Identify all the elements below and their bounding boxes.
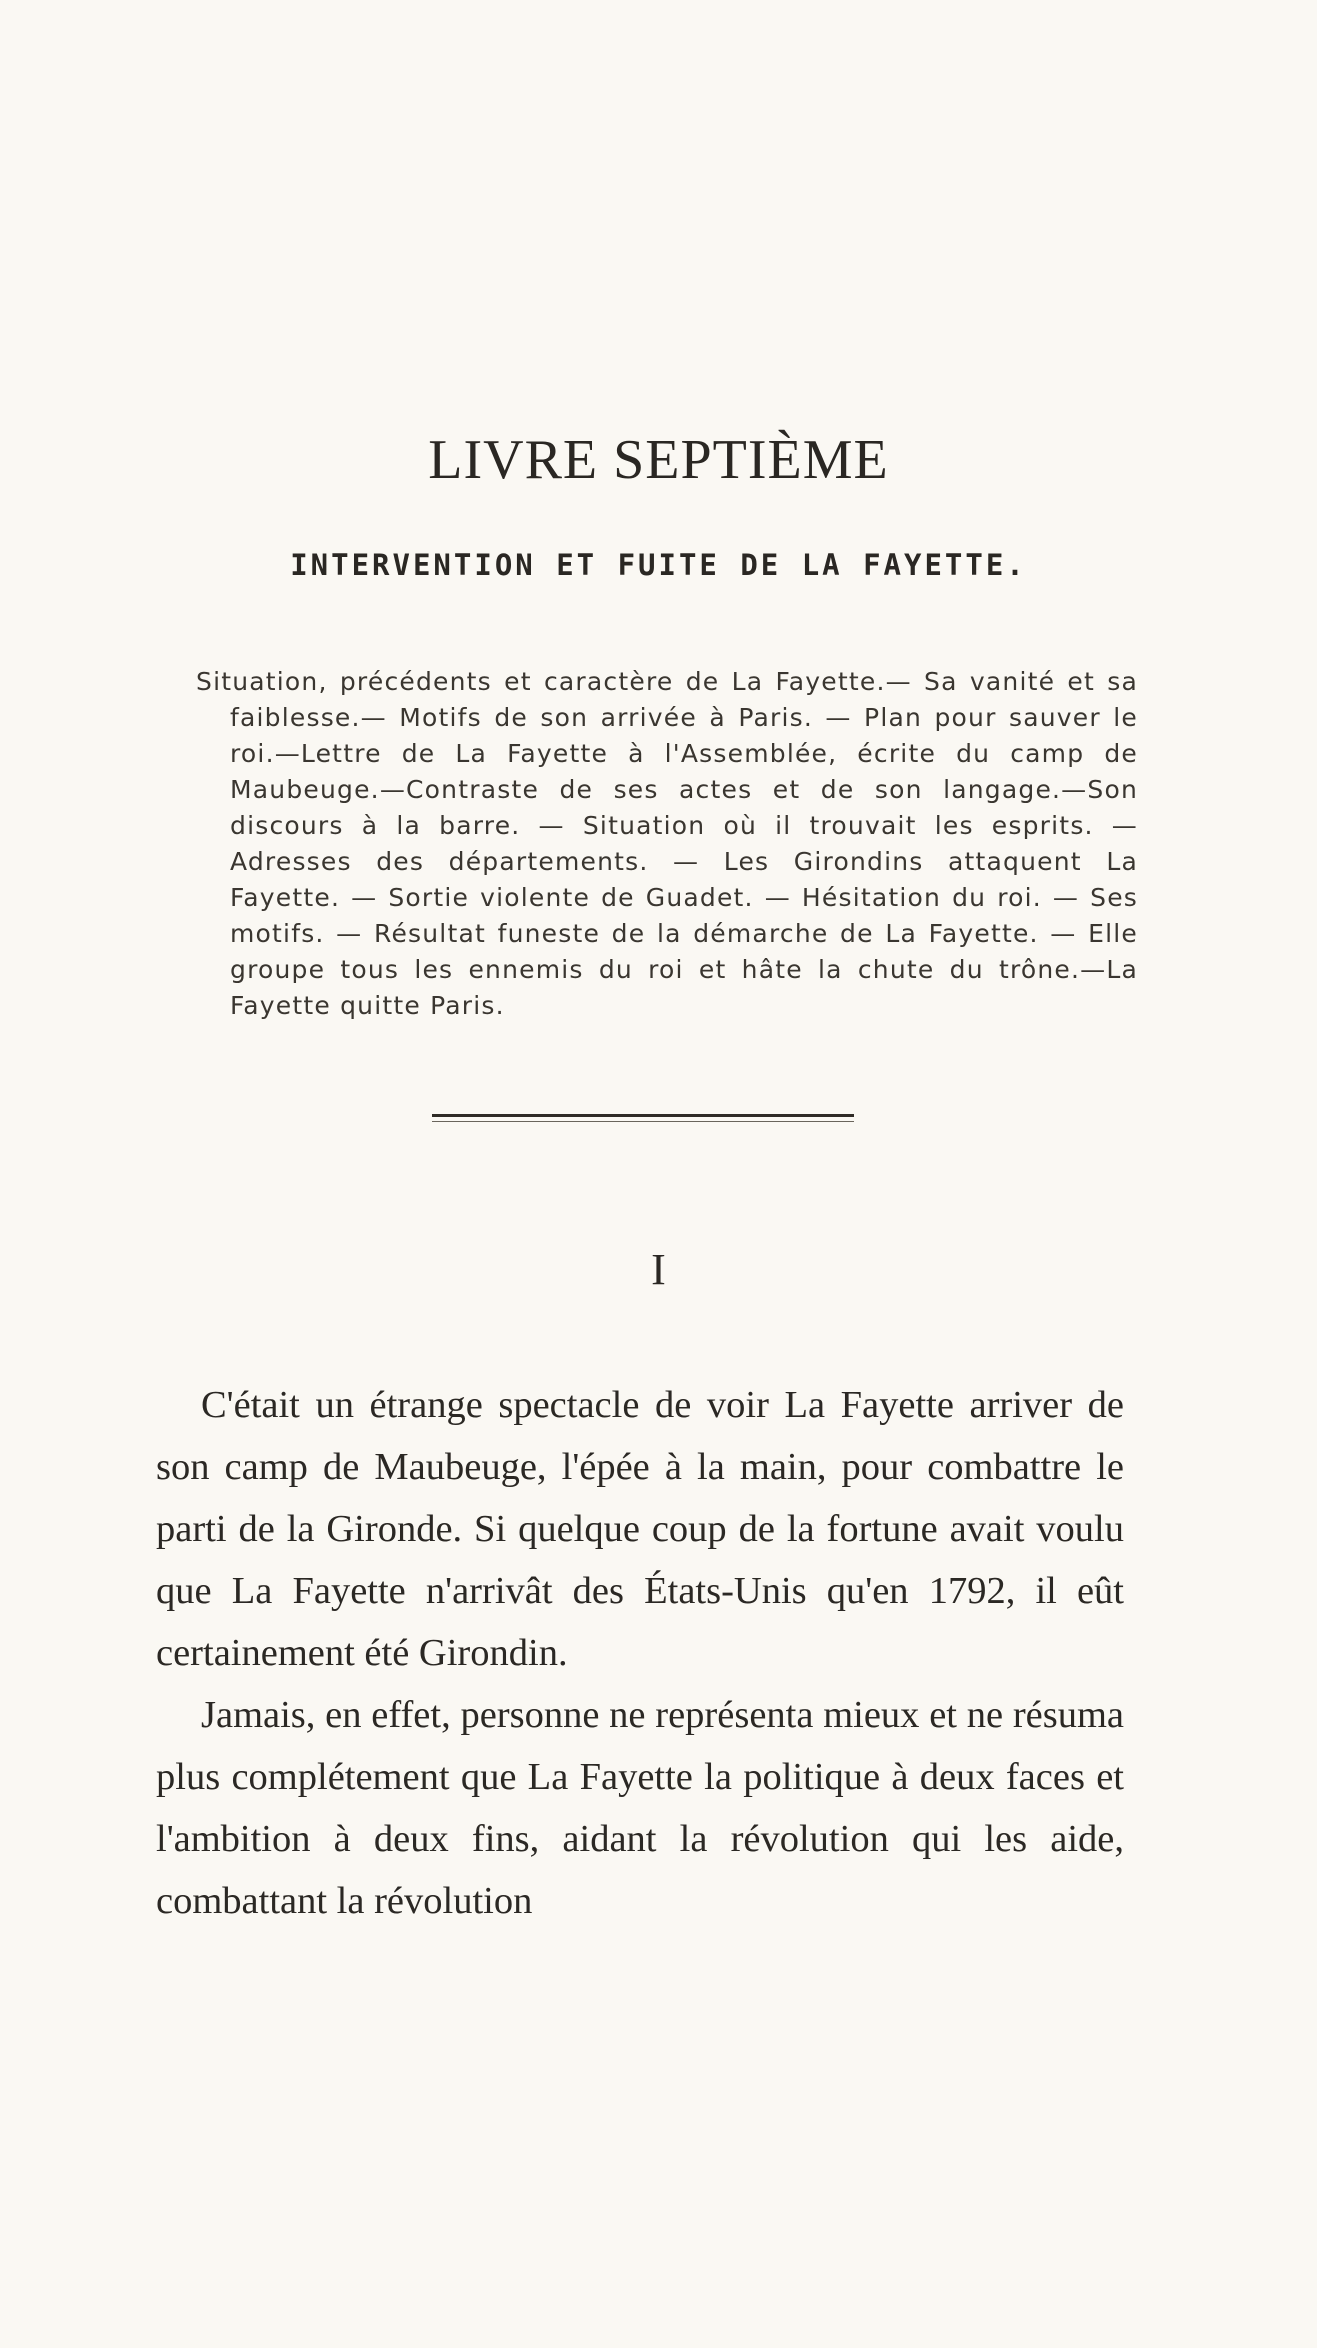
chapter-summary: Situation, précédents et caractère de La Fayette.— Sa vanité et sa faiblesse.— Motifs de son arrivée à Paris. — Plan pour sauver le roi.—Lettre de La Fayette à l'Assemblée, écrite du camp de Maubeuge.—Contraste de ses actes et de son langage.—Son discours à la barre. — Situation où il trouvait les esprits. — Adresses des départements. — Les Girondins attaquent La Fayette. — Sortie violente de Guadet. — Hésitation du roi. — Ses motifs. — Résultat funeste de la démarche de La Fayette. — Elle groupe tous les ennemis du roi et hâte la chute du trône.—La Fayette quitte Paris. bbox=[196, 667, 1138, 1020]
section-divider bbox=[432, 1114, 854, 1117]
section-divider-thin bbox=[432, 1121, 854, 1122]
paragraph: C'était un étrange spectacle de voir La Fayette arriver de son camp de Maubeuge, l'épée à la main, pour combattre le parti de la Gironde. Si quelque coup de la fortune avait voulu que La Fayette n'arrivât des États-Unis qu'en 1792, il eût certainement été Girondin. bbox=[156, 1384, 1124, 1674]
section-number: I bbox=[651, 1245, 666, 1294]
paragraph: Jamais, en effet, personne ne représenta mieux et ne résuma plus complétement que La Fayette la politique à deux faces et l'ambition à deux fins, aidant la révolution qui les aide, combattant la révolution bbox=[156, 1694, 1124, 1922]
chapter-subtitle: INTERVENTION ET FUITE DE LA FAYETTE. bbox=[290, 548, 1027, 582]
book-title: LIVRE SEPTIÈME bbox=[428, 429, 889, 491]
body-text bbox=[156, 1374, 1124, 1932]
